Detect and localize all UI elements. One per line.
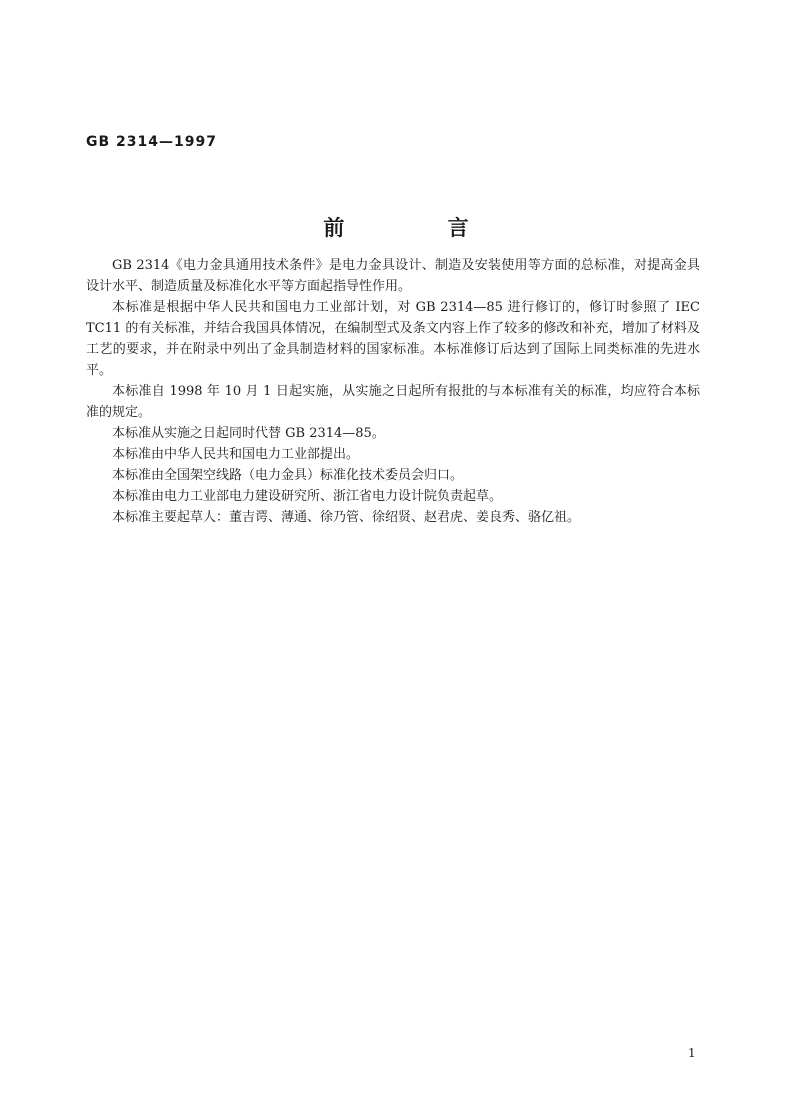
paragraph-5: 本标准由中华人民共和国电力工业部提出。 — [112, 447, 360, 462]
paragraph-3: 本标准自 1998 年 10 月 1 日起实施，从实施之日起所有报批的与本标准有关的标准，均应符合本标准的规定。 — [86, 384, 700, 420]
paragraph-7: 本标准由电力工业部电力建设研究所、浙江省电力设计院负责起草。 — [112, 489, 503, 504]
foreword-body — [86, 255, 700, 528]
page-title: 前 言 — [323, 216, 517, 240]
paragraph-6: 本标准由全国架空线路（电力金具）标准化技术委员会归口。 — [112, 468, 464, 483]
paragraph-2: 本标准是根据中华人民共和国电力工业部计划，对 GB 2314—85 进行修订的，修订时参照了 IEC TC11 的有关标准，并结合我国具体情况，在编制型式及条文内容上作了较多的修改和补充，增加了材料及工艺的要求，并在附录中列出了金具制造材料的国家标准。本标准修订后达到了国际上同类标准的先进水平。 — [86, 300, 700, 378]
page-number: 1 — [688, 1046, 696, 1060]
paragraph-8: 本标准主要起草人：董吉谔、薄通、徐乃管、徐绍贤、赵君虎、姜良秀、骆亿祖。 — [112, 510, 581, 525]
standard-code-header: GB 2314—1997 — [86, 134, 217, 150]
paragraph-4: 本标准从实施之日起同时代替 GB 2314—85。 — [112, 426, 385, 441]
paragraph-1: GB 2314《电力金具通用技术条件》是电力金具设计、制造及安装使用等方面的总标准，对提高金具设计水平、制造质量及标准化水平等方面起指导性作用。 — [86, 258, 700, 294]
